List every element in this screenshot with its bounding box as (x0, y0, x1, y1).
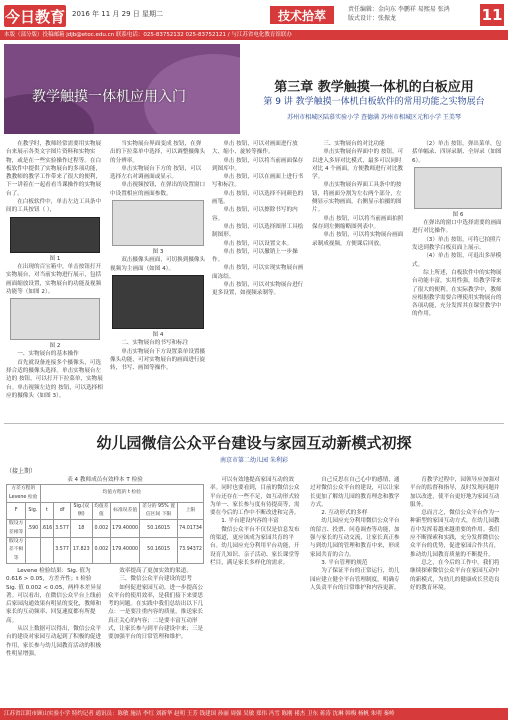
table-header: df (54, 502, 71, 520)
paragraph: 单击 按钮，可以选择不同颜色的画笔。 (212, 190, 304, 206)
paragraph: （4）单击 按钮，可退出多屏模式。 (412, 253, 502, 268)
article-authors: 苏州市相城区陆慕实验小学 查德满 苏州市相城区元和小学 王美琴 (287, 114, 461, 121)
section-title: 技术拾萃 (270, 6, 334, 24)
paragraph: 双击摄像头画面，可切换到摄像头视频为主画面（如图 4）。 (110, 257, 206, 272)
page-number: 11 (481, 6, 503, 24)
newspaper-logo: 今日教育 (4, 5, 66, 27)
article-b-column-1 (6, 476, 204, 706)
column-banner (4, 44, 240, 134)
paragraph: 如何促进家园互动，进一步提高公众平台的使用效率，是我们接下来要思考的问题。在实践中我们总结出以下几点：一是要注重内容的质量，推送家长真正关心的内容；二是要丰富互动形式，让家长参与到平台建设中来；三是要加强平台的日常管理和维护。 (108, 584, 204, 641)
table-row (7, 538, 204, 564)
paragraph: 单击 按钮，可以实现实物展台画面冻结。 (212, 265, 304, 280)
paragraph: 单击视频按钮，在弹出的设置窗口中设置相应的画面参数。 (110, 182, 206, 197)
paragraph: （2）单击 按钮，弹出菜单，包括单幅录、四屏录制、全屏录（如图 6）。 (412, 141, 502, 164)
table-header: 方差方程的 Levene 检验 (7, 485, 41, 503)
paragraph: 在教学时，教师经常需要用实物展台来展示各类文字图片资料和实物实物，或是在一些实验操作过程等。在白板软件中提供了实物展台的多项功能，教教师的教学工作带来了很大的便利，下一讲着在一起看看当课操作的实物展台了。 (6, 141, 102, 197)
paragraph: 单击 按钮，可以将实物展台画面录制成视频，方便课后回放。 (312, 232, 404, 247)
article-b-column-4 (310, 476, 404, 706)
figure-caption: 图 2 (49, 343, 61, 350)
page-header (0, 0, 508, 40)
paragraph: 微信公众平台不仅仅是信息发布的渠道，更应该成为家园共育的平台。幼儿园应充分利用平台功能，开设育儿知识、亲子活动、家长课堂等栏目，满足家长多样化的需求。 (210, 526, 300, 566)
table-header-row (7, 485, 204, 503)
editor-credits (348, 5, 450, 23)
table-cell: 179.40000 (111, 520, 140, 538)
figure-image (10, 217, 100, 253)
table-row (7, 520, 204, 538)
table-cell: 假设方差不相等 (7, 538, 26, 564)
table-header: 标准误差值 (111, 502, 140, 520)
table-cell: 179.40000 (111, 538, 140, 564)
footer-bar: 江苏省江阴市顾山实验小学 特约记者 通讯员：陈敏 施洁 李红 刘新华 赵明 王芳 钱建国 孙丽 周强 吴敏 郑伟 冯雪 陈刚 褚杰 卫东 蒋涛 沈琳 韩梅 杨帆 朱明 秦岭 (0, 708, 508, 720)
table-cell: .590 (26, 520, 40, 538)
table-cell: 0.002 (92, 538, 111, 564)
table-cell: 3.577 (54, 520, 71, 538)
table-header: t (40, 502, 54, 520)
article-a-column-3 (212, 140, 306, 420)
table-cell (40, 538, 54, 564)
figure-image (112, 200, 204, 246)
text-block (108, 567, 204, 658)
figure-caption: 图 3 (152, 249, 164, 256)
paragraph: Levene 检验结果：Sig. 值为 0.616 > 0.05，方差齐性；t 检验 Sig. 值 0.002 < 0.05，两样本差异显著。可以看出，在微信公众平台上线前后家园沟通效果有明显的变化，教师和家长的互动频率、回复速度都有所提高。 (6, 567, 102, 624)
table-header: 上限 (178, 502, 204, 520)
article-title: 第三章 教学触摸一体机的白板应用 (274, 80, 474, 95)
paragraph: 单击 按钮，可以撤销上一步操作。 (212, 248, 298, 264)
section-heading: 2. 互动形式的多样 (321, 510, 368, 517)
paragraph: 在弹出的窗口中选择需要的画面进行对比操作。 (412, 220, 502, 235)
paragraph: 单击实物展台界面中的 按钮，可以进入多屏对比模式，最多可以同时对比 4 个画面，方便教师进行对比教学。 (312, 149, 404, 181)
section-heading: 一、实物展台的基本操作 (17, 351, 79, 358)
table-cell: 假设方差相等 (7, 520, 26, 538)
section-divider (4, 423, 504, 424)
paragraph: 首先就设备连接多个摄像头，可选择合适的摄像头选择。单击实物展台左边的 按钮，可以打开下拉菜单，实物展台。单击视频左边的 按钮，可以选择相应的摄像头（如图 3）。 (6, 359, 103, 399)
table-cell (26, 538, 40, 564)
paragraph: 单击实物展台下方的 按钮，可以选择左右对调画面或显示。 (110, 165, 202, 181)
table-cell: 74.01734 (178, 520, 204, 538)
designer-line: 版式设计：张振龙 (348, 15, 397, 22)
statistics-table (6, 484, 204, 564)
table-subheader-row (7, 502, 204, 520)
table-header: 均值方程的 t 检验 (40, 485, 203, 503)
table-cell: 50.16015 (140, 520, 178, 538)
figure-image (112, 275, 204, 329)
article-a-column-1 (6, 140, 104, 420)
paragraph: 单击 按钮，可以将当前画面保存到图库中。 (212, 157, 304, 172)
table-cell: 17.823 (70, 538, 92, 564)
paragraph: 单击实物展台界面工具条中的按钮，将画面分割为左右两个部分，左侧显示实物画面，右侧显示拍摄的图片。 (312, 182, 402, 214)
paragraph: 单击 按钮，可以选择图形工具绘制图形。 (212, 223, 304, 239)
paragraph: 幼儿园应充分利用微信公众平台的留言、投票、问卷调查等功能，加强与家长的互动交流，让家长真正参与到幼儿园的管理和教育中来，形成家园共育的合力。 (310, 518, 400, 558)
article-authors: 南京市第二幼儿园 朱利彩 (220, 457, 288, 464)
paragraph: 在白板软件中，单击左边工具条中间的工具按钮（ ）， (6, 199, 102, 214)
table-header: Sig.(双侧) (70, 502, 92, 520)
section-heading: 二、实物展台的书写和标注 (121, 340, 189, 347)
paragraph: 在出现的百宝箱中，单击按钮打开实物展台，对当前实物进行展示，包括画面缩放设置，实物展台的功能及视频功能等（如图 2）。 (6, 263, 102, 295)
paragraph: （3）单击 按钮，可将已拍照片发送到教学白板页面上展示。 (412, 236, 502, 252)
paragraph: 当实物展台界面变成 按钮，在弹出的下拉菜单中选择，可以调整摄像头的分辨率。 (110, 141, 206, 164)
table-header: F (7, 502, 26, 520)
table-header: Sig. (26, 502, 40, 520)
paragraph: 单击 按钮，可以在画面上进行书写和标注。 (212, 174, 304, 189)
paragraph: 单击 按钮，可以设置文本。 (223, 240, 293, 247)
section-heading: 三、实物展台的对比功能 (323, 141, 385, 147)
table-cell: .616 (40, 520, 54, 538)
figure-caption: 图 6 (452, 211, 464, 218)
figure-caption: 图 4 (152, 331, 164, 338)
table-cell: 18 (70, 520, 92, 538)
paragraph: 单击 按钮，可以对实物展台进行更多设置，如视频录制等。 (212, 282, 304, 297)
article-a-column-4 (312, 140, 406, 420)
paragraph: 从以上数据可以得出，微信公众平台的建设对家园互动起到了积极的促进作用，家长参与幼儿园教育活动的积极性明显增强。 (6, 626, 102, 657)
article-b-column-3 (210, 476, 304, 706)
section-heading: 3. 平台管理的规范 (321, 559, 368, 566)
article-title: 幼儿园微信公众平台建设与家园互动新模式初探 (96, 434, 412, 452)
paragraph: 育教学过程中，园领导应加强对平台的监督和指导，及时发现问题并加以改进，使平台更好地为家园互动服务。 (410, 477, 500, 508)
table-cell: 3.577 (54, 538, 71, 564)
paragraph: 为了保证平台的正常运行，幼儿园应建立健全平台管理制度，明确专人负责平台的日常维护和内容更新。 (310, 568, 400, 591)
continued-tag: （接上期） (6, 468, 37, 475)
paragraph: 总之，在今后的工作中，我们将继续探索微信公众平台在家园互动中的新模式，为幼儿的健康成长营造良好的教育环境。 (410, 559, 500, 591)
table-caption: 表 4 教师成员有效样本 T 检验 (67, 477, 143, 483)
section-heading: 三、微信公众平台建设的思考 (119, 576, 192, 583)
text-block (6, 567, 102, 658)
paragraph: 单击 按钮，可以对画面进行放大、缩小、旋转等操作。 (212, 141, 298, 156)
paragraph: 总而言之，微信公众平台作为一种新型的家园互动方式，在幼儿园教育中发挥着越来越重要的作用。我们应不断探索和实践，充分发挥微信公众平台的优势，促进家园合作共育，推动幼儿园教育质量的不断提升。 (410, 510, 500, 558)
article-subtitle: 第 9 讲 教学触摸一体机白板软件的常用功能之实物展台 (263, 97, 485, 107)
table-header: 差分的 95% 置信区间 下限 (140, 502, 178, 520)
banner-title: 教学触摸一体机应用入门 (32, 89, 186, 105)
paragraph: 单击 按钮，可以擦除书写的内容。 (212, 207, 298, 222)
table-cell: 50.16015 (140, 538, 178, 564)
section-heading: 1. 平台建设内容的丰富 (221, 518, 279, 525)
paragraph: 自己反思在自己心中的感情，通过对微信公众平台的建设，可以让家长更加了解幼儿园的教育理念和教学方式。 (310, 477, 400, 508)
contact-bar: 本版（部分版）投稿邮箱 jdjb@etoc.edu.cn 联系电话：025-83752132 025-83752121 / 与江苏省电化教育馆联办 (0, 30, 508, 40)
paragraph: 综上所述，白板软件中的实物展台功能丰富，实用性强，给教学带来了很大的便利。在实际教学中，教师应根据教学需要合理使用实物展台的各项功能，充分发挥其在课堂教学中的作用。 (412, 269, 502, 318)
paragraph: 单击 按钮，可以将当前画面拍照保存到左侧缩略图列表中。 (312, 215, 404, 230)
table-cell: 0.002 (92, 520, 111, 538)
table-header: 均值差值 (92, 502, 111, 520)
figure-image (414, 167, 502, 209)
article-b-column-5 (410, 476, 504, 706)
figure-caption: 图 1 (49, 255, 61, 262)
paragraph: 可以有效地提高家园互动的效率。同时也要看到，目前的微信公众平台还存在一些不足，如互动形式较为单一、家长参与度有待提高等，需要在今后的工作中不断改进和完善。 (210, 477, 300, 517)
article-a-column-2 (110, 140, 206, 420)
editor-line: 责任编辑：金向东 李鹏祥 易熙易 张鸿 (348, 6, 450, 13)
paragraph: 效率提高了更加实效的渠道。 (119, 567, 192, 574)
issue-date: 2016 年 11 月 29 日 星期二 (72, 10, 163, 18)
table-cell: 73.94372 (178, 538, 204, 564)
paragraph: 单击实物展台下方设置菜单设置摄像头功能，可对实物展台的画面进行旋转，书写、画图等操作。 (110, 348, 206, 372)
figure-image (10, 298, 100, 340)
article-a-column-5 (412, 140, 504, 420)
